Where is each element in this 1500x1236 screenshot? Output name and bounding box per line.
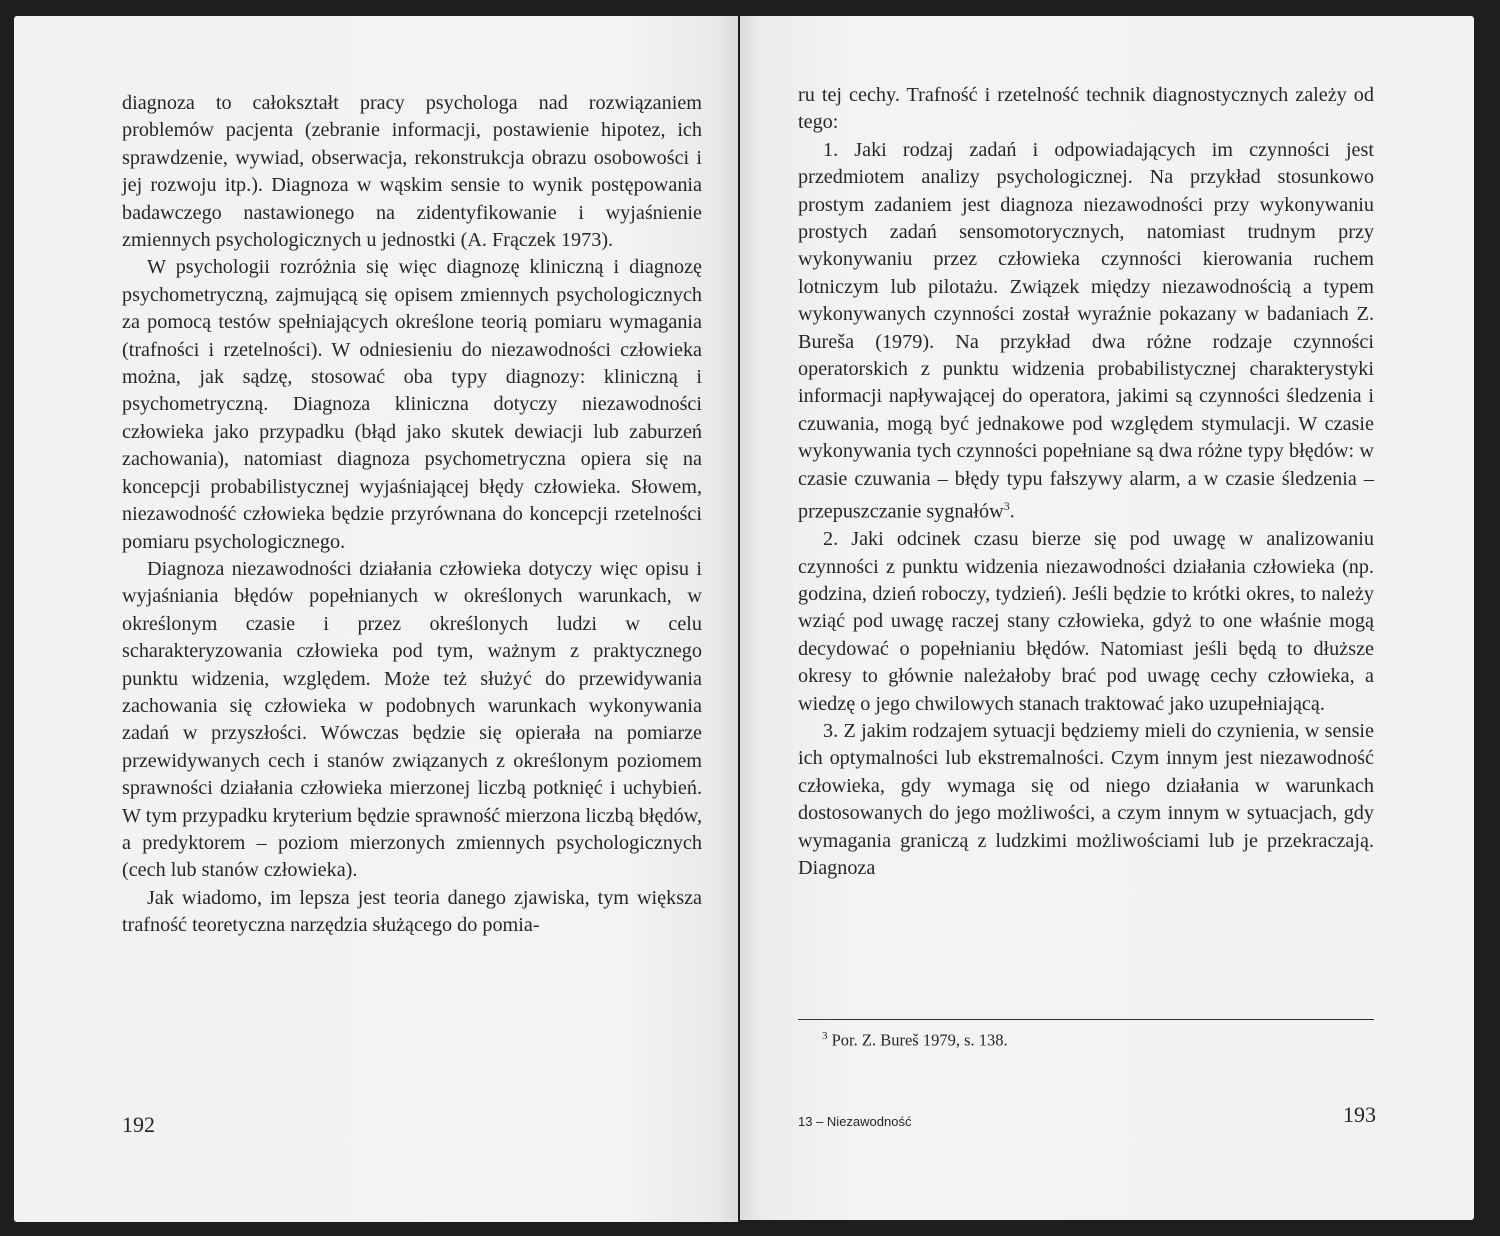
footnote-reference: 3 [1003, 499, 1010, 514]
right-page-body [798, 82, 1374, 883]
footnote-divider [798, 1019, 1374, 1020]
footnote-marker: 3 [822, 1030, 828, 1042]
left-page [14, 16, 738, 1222]
page-number-left: 192 [122, 1112, 155, 1137]
paragraph-end: . [1009, 500, 1015, 523]
paragraph-point-3: 3. Z jakim rodzajem sytuacji będziemy mieli do czynienia, w sensie ich optymalności lub ekstremalności. Czym innym jest niezawodność człowieka, gdy wymaga się od niego działania w warunkach dostosowanych do jego możliwości, a czym innym w sytuacjach, gdy wymagania graniczą z ludzkimi możliwościami lub je przekraczają. Diagnoza [798, 720, 1374, 880]
paragraph-point-1 [798, 137, 1374, 526]
paragraph: ru tej cechy. Trafność i rzetelność technik diagnostycznych zależy od tego: [798, 84, 1374, 134]
paragraph: Jak wiadomo, im lepsza jest teoria danego zjawiska, tym większa trafność teoretyczna narzędzia służącego do pomia- [122, 886, 702, 937]
right-page [740, 16, 1474, 1220]
footnote [822, 1025, 1008, 1052]
paragraph: diagnoza to całokształt pracy psychologa nad rozwiązaniem problemów pacjenta (zebranie informacji, postawienie hipotez, ich sprawdzenie, wywiad, obserwacja, rekonstrukcja obrazu osobowości i jej rozwoju itp.). Diagnoza w wąskim sensie to wynik postępowania badawczego nastawionego na zidentyfikowanie i wyjaśnienie zmiennych psychologicznych u jednostki (A. Frączek 1973). [122, 92, 702, 252]
paragraph-text: 1. Jaki rodzaj zadań i odpowiadających im czynności jest przedmiotem analizy psychologicznej. Na przykład stosunkowo prostym zadaniem jest diagnoza niezawodności przy wykonywaniu prostych zadań sensomotorycznych, natomiast trudnym przy wykonywaniu przez człowieka czynności kierowania ruchem lotniczym lub pilotażu. Związek między niezawodnością a typem wykonywanych czynności został wyraźnie pokazany w badaniach Z. Bureša (1979). Na przykład dwa różne rodzaje czynności operatorskich z punktu widzenia probabilistycznej charakterystyki informacji napływającej do operatora, jakimi są czynności śledzenia i czuwania, mogą być jednakowe pod względem stymulacji. W czasie wykonywania tych czynności popełniane są dwa różne typy błędów: w czasie czuwania – błędy typu fałszywy alarm, a w czasie śledzenia – przepuszczanie sygnałów [798, 138, 1374, 523]
paragraph: Diagnoza niezawodności działania człowieka dotyczy więc opisu i wyjaśniania błędów popełnianych w określonych warunkach, w określonym czasie i przez określonych ludzi w celu scharakteryzowania człowieka pod tym, ważnym z praktycznego punktu widzenia, względem. Może też służyć do przewidywania zachowania się człowieka w podobnych warunkach wykonywania zadań w przyszłości. Wówczas będzie się opierała na pomiarze przewidywanych cech i stanów związanych z określonym poziomem sprawności działania człowieka mierzonej liczbą potknięć i uchybień. W tym przypadku kryterium będzie sprawność mierzona liczbą błędów, a predyktorem – poziom mierzonych zmiennych psychologicznych (cech lub stanów człowieka). [122, 557, 702, 882]
paragraph-point-2: 2. Jaki odcinek czasu bierze się pod uwagę w analizowaniu czynności z punktu widzenia niezawodności działania człowieka (np. godzina, dzień roboczy, tydzień). Jeśli będzie to krótki okres, to należy wziąć pod uwagę raczej stany człowieka, gdyż to one właśnie mogą decydować o popełnianiu błędów. Natomiast jeśli będą to dłuższe okresy to głównie należałoby brać pod uwagę cechy człowieka, a wiedzę o jego chwilowych stanach traktować jako uzupełniającą. [798, 528, 1374, 715]
left-page-body [122, 90, 702, 940]
footnote-text: Por. Z. Bureš 1979, s. 138. [831, 1030, 1008, 1050]
paragraph: W psychologii rozróżnia się więc diagnozę kliniczną i diagnozę psychometryczną, zajmującą się opisem zmiennych psychologicznych za pomocą testów spełniających określone teorią pomiaru wymagania (trafności i rzetelności). W odniesieniu do niezawodności człowieka można, jak sądzę, stosować oba typy diagnozy: kliniczną i psychometryczną. Diagnoza kliniczna dotyczy niezawodności człowieka jako przypadku (błąd jako skutek dewiacji lub zaburzeń zachowania), natomiast diagnoza psychometryczna opiera się na koncepcji probabilistycznej wyjaśniającej błędy człowieka. Słowem, niezawodność człowieka będzie przyrównana do koncepcji rzetelności pomiaru psychologicznego. [122, 256, 702, 553]
page-number-right: 193 [1343, 1102, 1376, 1127]
sheet-signature: 13 – Niezawodność [798, 1114, 912, 1129]
